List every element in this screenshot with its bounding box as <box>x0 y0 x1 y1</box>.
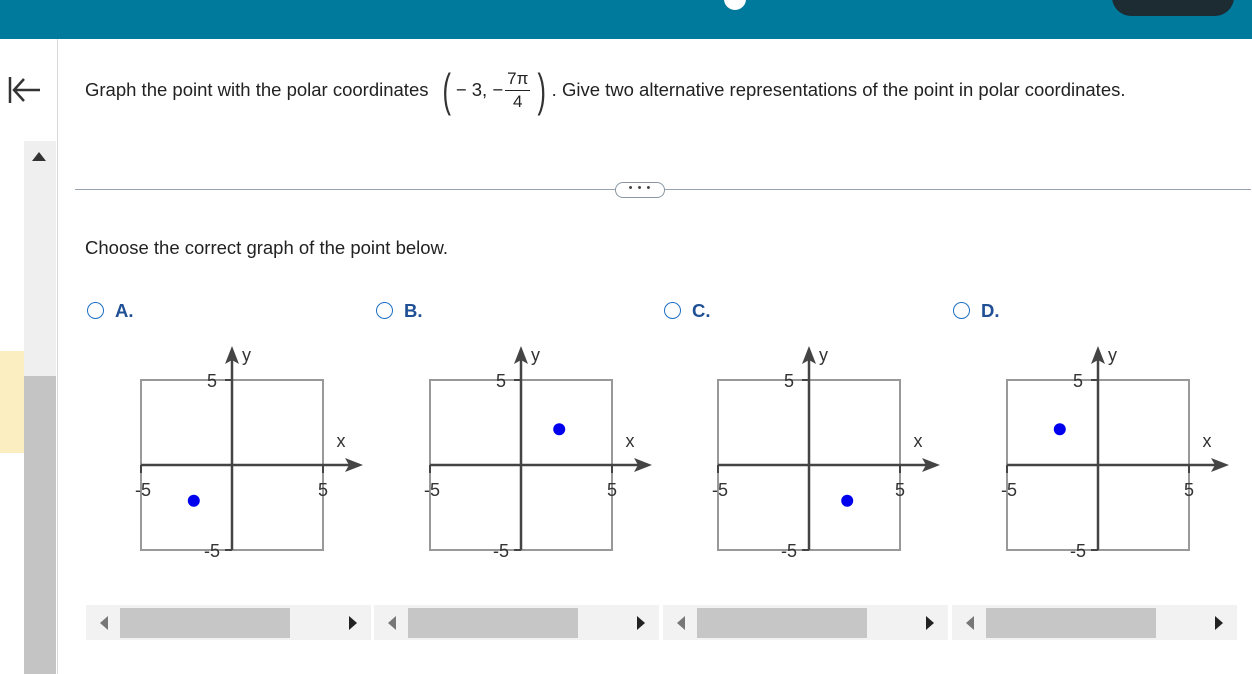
option-graph <box>87 298 377 558</box>
y-tick-label-min: -5 <box>1069 541 1087 558</box>
coordinate-r: − 3, − <box>455 79 504 100</box>
x-tick-label-min: -5 <box>423 480 441 500</box>
x-tick-label-max: 5 <box>894 480 906 500</box>
option-a[interactable] <box>87 298 377 558</box>
x-axis-label: x <box>625 431 635 451</box>
horizontal-scrollbar-thumb[interactable] <box>120 608 290 638</box>
question-suffix: . Give two alternative representations of the point in polar coordinates. <box>551 79 1126 100</box>
x-axis-label: x <box>336 431 346 451</box>
x-tick-label-max: 5 <box>606 480 618 500</box>
option-letter: A. <box>115 300 134 321</box>
current-question-marker <box>0 351 24 453</box>
option-letter: B. <box>404 300 423 321</box>
scroll-right-arrow-icon[interactable] <box>1215 616 1223 630</box>
scroll-up-arrow-icon[interactable] <box>32 152 46 161</box>
horizontal-scrollbar[interactable] <box>374 605 659 640</box>
left-panel-divider <box>57 39 58 674</box>
option-letter: C. <box>692 300 711 321</box>
scroll-right-arrow-icon[interactable] <box>349 616 357 630</box>
y-tick-label-max: 5 <box>206 371 218 391</box>
y-axis-label: y <box>531 345 540 365</box>
x-tick-label-min: -5 <box>1000 480 1018 500</box>
plotted-point <box>553 423 565 435</box>
collapse-left-arrow-icon[interactable] <box>6 72 42 108</box>
y-tick-label-min: -5 <box>492 541 510 558</box>
option-letter: D. <box>981 300 1000 321</box>
angle-fraction <box>505 69 530 112</box>
y-tick-label-max: 5 <box>783 371 795 391</box>
option-graph <box>953 298 1243 558</box>
x-tick-label-min: -5 <box>711 480 729 500</box>
top-pill-button[interactable] <box>1112 0 1234 16</box>
x-tick-label-max: 5 <box>1183 480 1195 500</box>
scroll-right-arrow-icon[interactable] <box>637 616 645 630</box>
horizontal-scrollbar-thumb[interactable] <box>697 608 867 638</box>
help-icon[interactable] <box>724 0 746 10</box>
plotted-point <box>188 495 200 507</box>
horizontal-scrollbar-thumb[interactable] <box>986 608 1156 638</box>
y-axis-label: y <box>1108 345 1117 365</box>
option-c[interactable] <box>664 298 954 558</box>
y-axis-label: y <box>242 345 251 365</box>
plotted-point <box>1054 423 1066 435</box>
y-tick-label-max: 5 <box>495 371 507 391</box>
option-b[interactable] <box>376 298 666 558</box>
more-button[interactable]: • • • <box>615 182 665 198</box>
vertical-scrollbar-thumb[interactable] <box>24 376 56 674</box>
horizontal-scrollbar[interactable] <box>86 605 371 640</box>
scroll-left-arrow-icon[interactable] <box>388 616 396 630</box>
instruction-text: Choose the correct graph of the point below. <box>85 237 449 258</box>
horizontal-scrollbar[interactable] <box>663 605 948 640</box>
y-axis-label: y <box>819 345 828 365</box>
option-graph <box>376 298 666 558</box>
question-prefix: Graph the point with the polar coordinates <box>85 79 429 100</box>
scroll-left-arrow-icon[interactable] <box>100 616 108 630</box>
question-text <box>85 62 1245 118</box>
x-tick-label-min: -5 <box>134 480 152 500</box>
y-tick-label-min: -5 <box>203 541 221 558</box>
scroll-left-arrow-icon[interactable] <box>966 616 974 630</box>
option-graph <box>664 298 954 558</box>
horizontal-scrollbar-thumb[interactable] <box>408 608 578 638</box>
plotted-point <box>841 495 853 507</box>
x-axis-label: x <box>1202 431 1212 451</box>
angle-numerator: 7π <box>505 69 530 91</box>
right-paren: ) <box>537 64 547 116</box>
top-banner <box>0 0 1252 39</box>
left-paren: ( <box>441 64 451 116</box>
horizontal-scrollbar[interactable] <box>952 605 1237 640</box>
x-axis-label: x <box>913 431 923 451</box>
y-tick-label-min: -5 <box>780 541 798 558</box>
scroll-right-arrow-icon[interactable] <box>926 616 934 630</box>
x-tick-label-max: 5 <box>317 480 329 500</box>
scroll-left-arrow-icon[interactable] <box>677 616 685 630</box>
y-tick-label-max: 5 <box>1072 371 1084 391</box>
option-d[interactable] <box>953 298 1243 558</box>
angle-denominator: 4 <box>513 91 523 111</box>
